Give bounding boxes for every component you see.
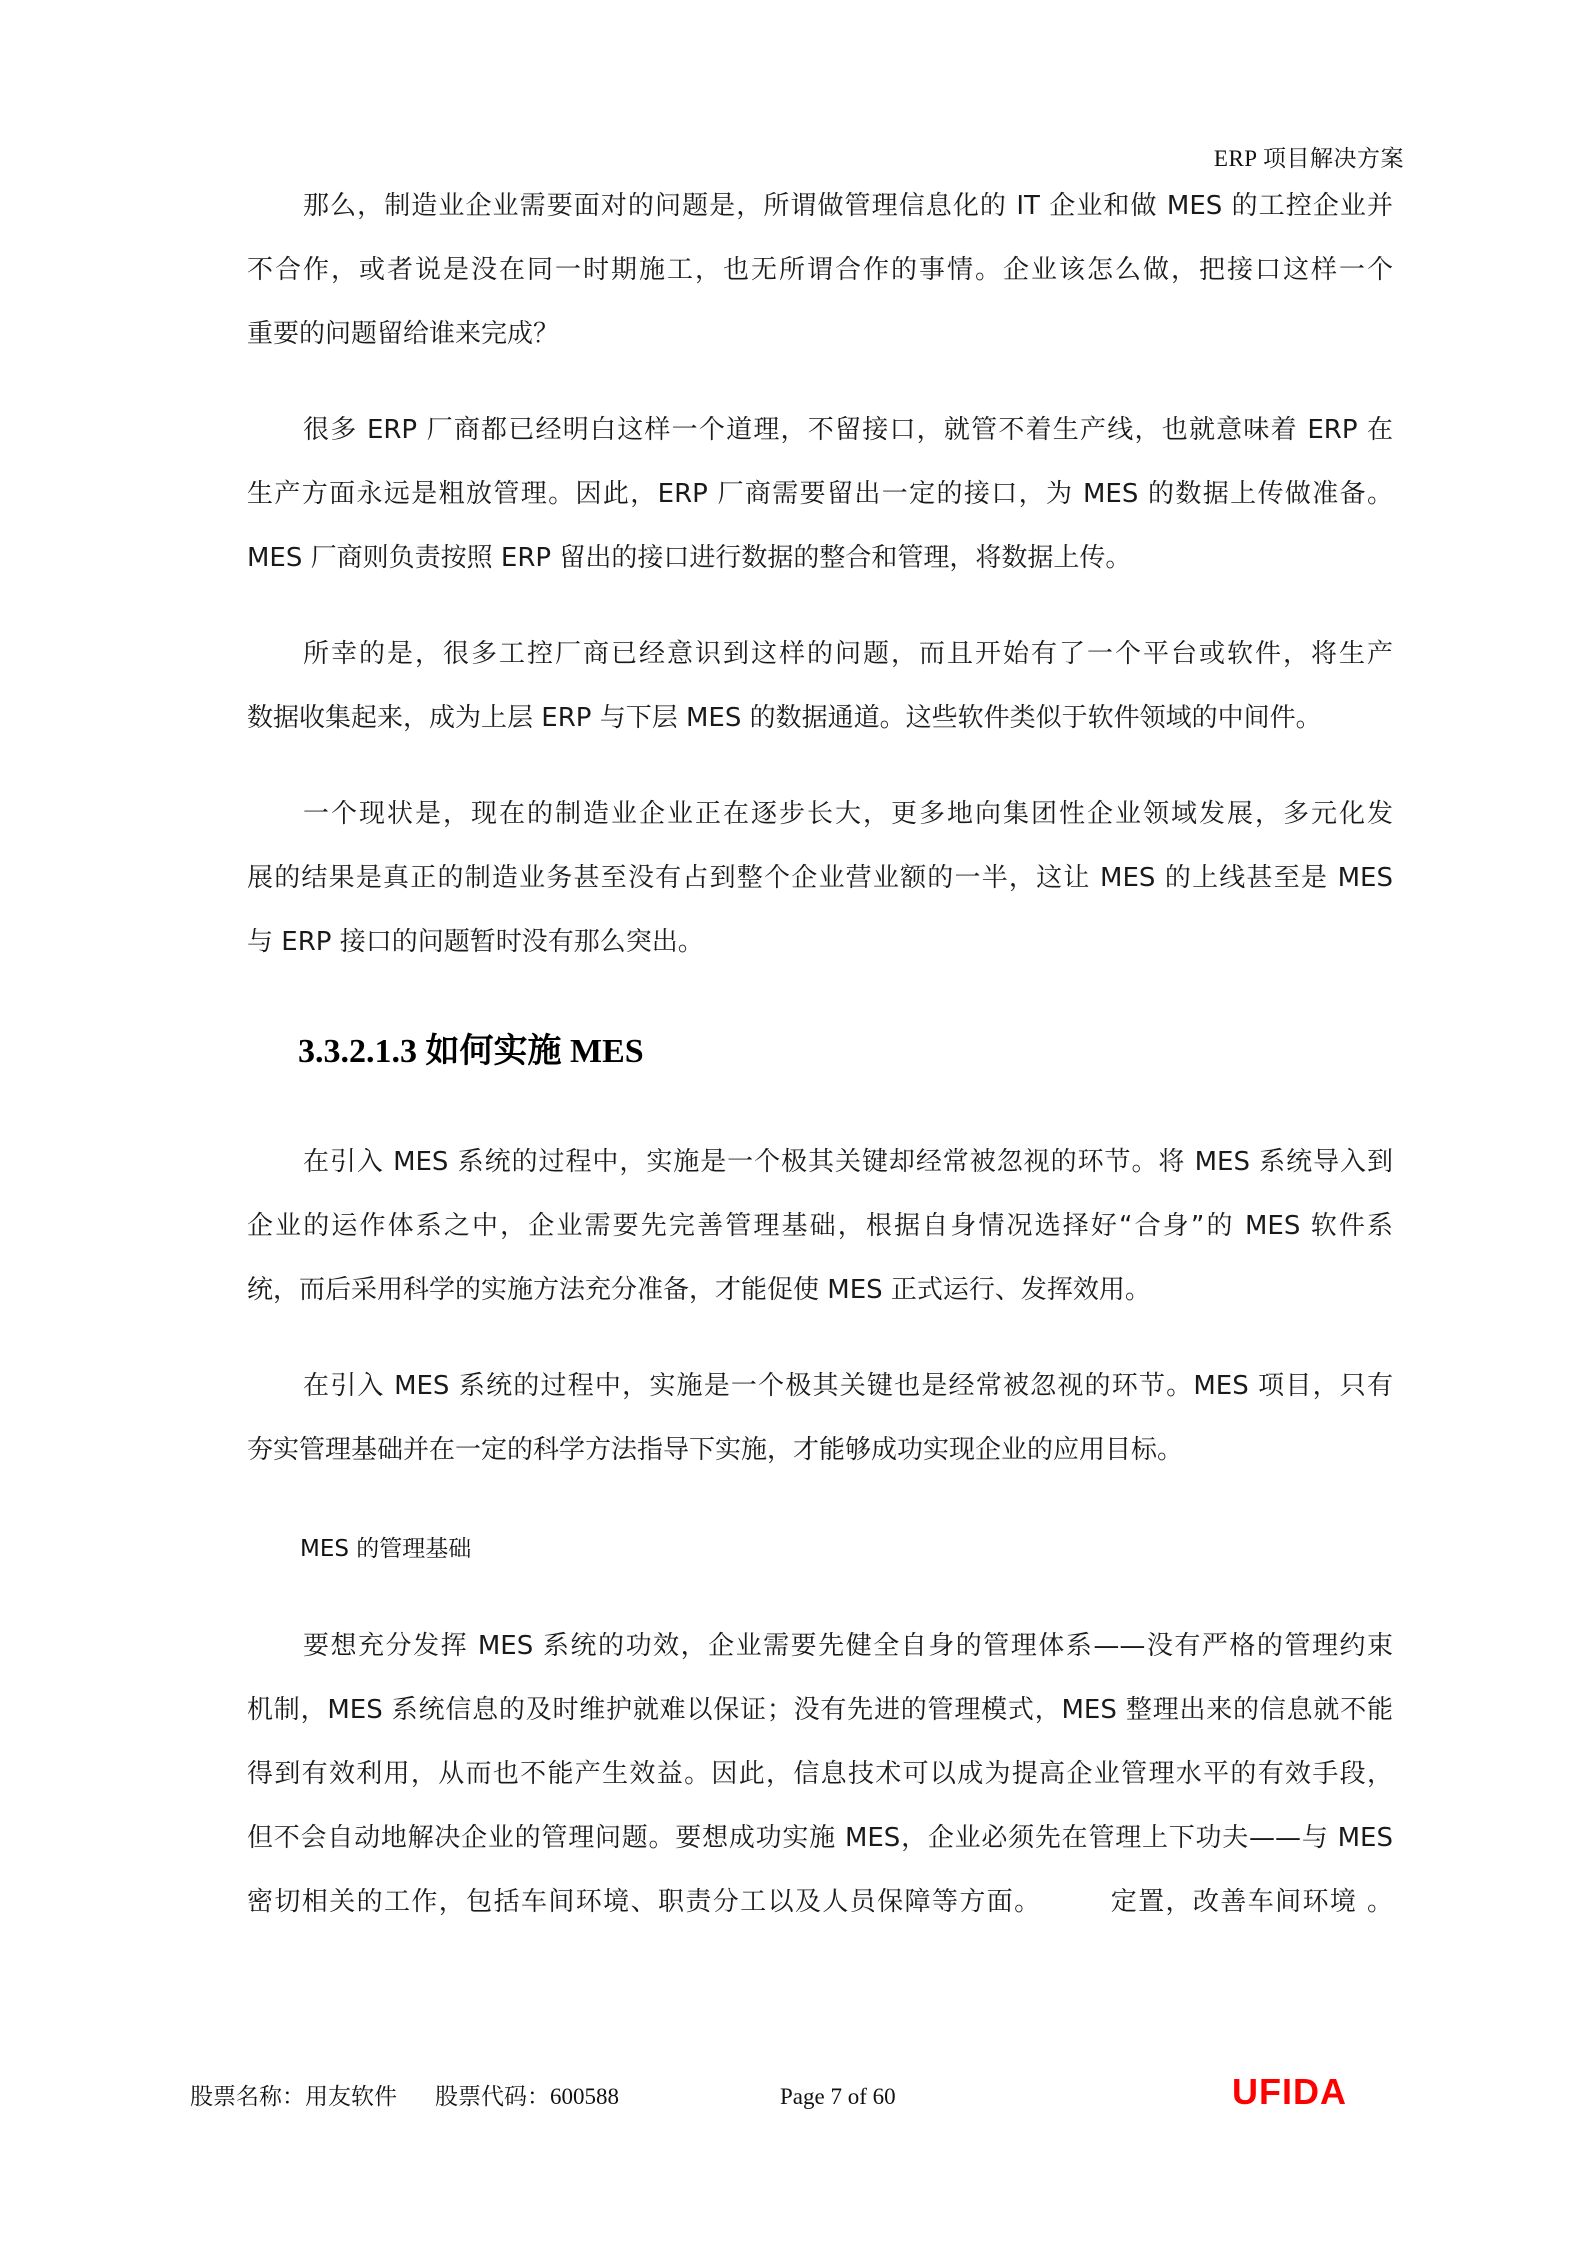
- paragraph-line: 数据收集起来，成为上层 ERP 与下层 MES 的数据通道。这些软件类似于软件领域的中间件。: [247, 703, 1322, 733]
- paragraph-line: 与 ERP 接口的问题暂时没有那么突出。: [247, 927, 704, 957]
- paragraph-line: 重要的问题留给谁来完成？: [247, 319, 560, 349]
- section-heading: 3.3.2.1.3 如何实施 MES: [298, 1033, 644, 1070]
- paragraph-line: 机制，MES 系统信息的及时维护就难以保证；没有先进的管理模式，MES 整理出来的信息就不能: [247, 1695, 1393, 1725]
- paragraph-line: 企业的运作体系之中，企业需要先完善管理基础，根据自身情况选择好“合身”的 MES 软件系: [247, 1211, 1393, 1241]
- paragraph-line: 很多 ERP 厂商都已经明白这样一个道理，不留接口，就管不着生产线，也就意味着 ERP 在: [303, 415, 1393, 445]
- paragraph-line: 所幸的是，很多工控厂商已经意识到这样的问题，而且开始有了一个平台或软件，将生产: [303, 639, 1393, 669]
- footer-stock-info: [190, 2082, 657, 2112]
- paragraph-line: 不合作，或者说是没在同一时期施工，也无所谓合作的事情。企业该怎么做，把接口这样一个: [247, 255, 1393, 285]
- paragraph-line: 密切相关的工作，包括车间环境、职责分工以及人员保障等方面。 定置，改善车间环境 。: [247, 1887, 1393, 1917]
- paragraph-line: 展的结果是真正的制造业务甚至没有占到整个企业营业额的一半，这让 MES 的上线甚至是 MES: [247, 863, 1393, 893]
- paragraph-line: MES 厂商则负责按照 ERP 留出的接口进行数据的整合和管理，将数据上传。: [247, 543, 1132, 573]
- paragraph-line: 那么，制造业企业需要面对的问题是，所谓做管理信息化的 IT 企业和做 MES 的工控企业并: [303, 191, 1393, 221]
- paragraph-line: 夯实管理基础并在一定的科学方法指导下实施，才能够成功实现企业的应用目标。: [247, 1435, 1184, 1465]
- ufida-logo: UFIDA: [1232, 2071, 1347, 2112]
- paragraph-line: 生产方面永远是粗放管理。因此，ERP 厂商需要留出一定的接口，为 MES 的数据上传做准备。: [247, 479, 1393, 509]
- subheading: MES 的管理基础: [300, 1536, 472, 1562]
- footer-stock-name: 股票名称：用友软件: [190, 2084, 397, 2109]
- paragraph-line: 要想充分发挥 MES 系统的功效，企业需要先健全自身的管理体系——没有严格的管理约束: [303, 1631, 1393, 1661]
- paragraph-line: 一个现状是，现在的制造业企业正在逐步长大，更多地向集团性企业领域发展，多元化发: [303, 799, 1393, 829]
- paragraph-line: 但不会自动地解决企业的管理问题。要想成功实施 MES，企业必须先在管理上下功夫——与 MES: [247, 1823, 1393, 1853]
- page-header-title: ERP 项目解决方案: [1213, 146, 1404, 171]
- paragraph-line: 得到有效利用，从而也不能产生效益。因此，信息技术可以成为提高企业管理水平的有效手段，: [247, 1759, 1393, 1789]
- paragraph-line: 在引入 MES 系统的过程中，实施是一个极其关键却经常被忽视的环节。将 MES 系统导入到: [303, 1147, 1393, 1177]
- paragraph-line: 在引入 MES 系统的过程中，实施是一个极其关键也是经常被忽视的环节。MES 项目，只有: [303, 1371, 1393, 1401]
- paragraph-line: 统，而后采用科学的实施方法充分准备，才能促使 MES 正式运行、发挥效用。: [247, 1275, 1151, 1305]
- footer-stock-code: 股票代码：600588: [435, 2084, 619, 2109]
- footer-page-number: Page 7 of 60: [780, 2084, 896, 2109]
